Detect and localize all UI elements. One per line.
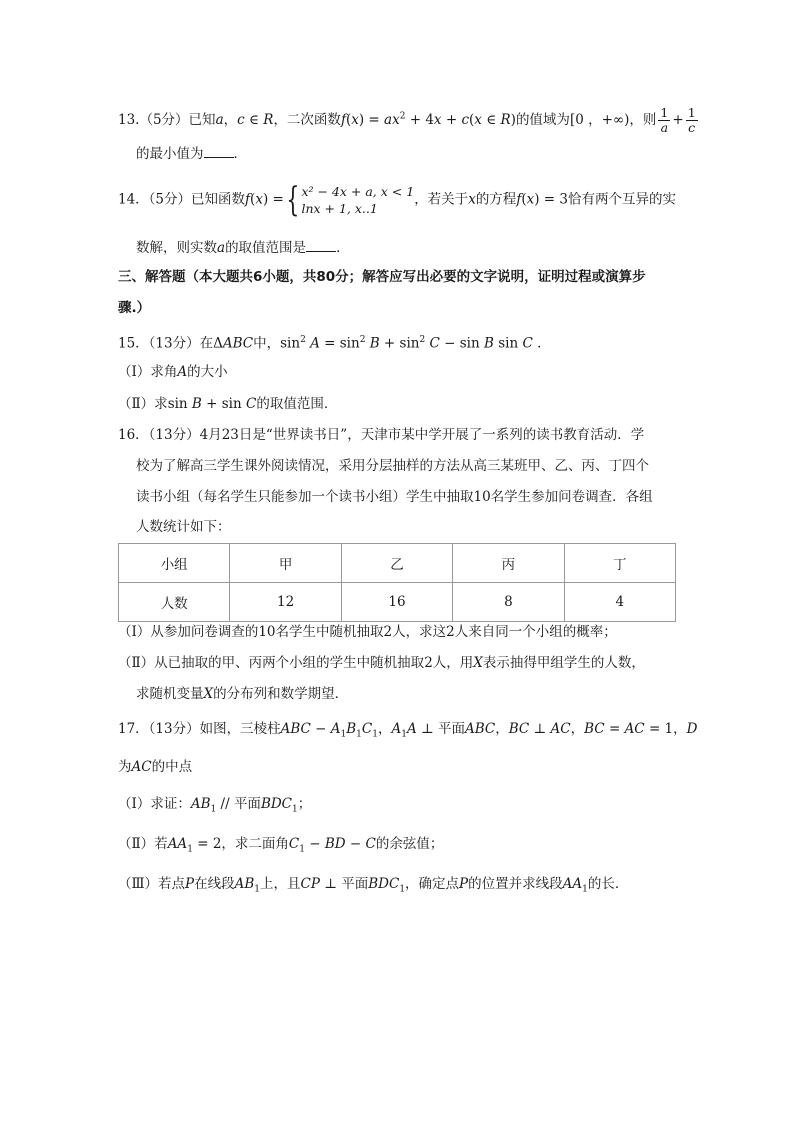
table-cell: 人数 — [119, 583, 230, 622]
q16-part2: （Ⅱ）从已抽取的甲、丙两个小组的学生中随机抽取2人，用X表示抽得甲组学生的人数， — [118, 655, 645, 671]
table-cell: 16 — [341, 583, 452, 622]
q15-stem: 15．（13分）在ΔABC中，$\sin^2 A = \sin^2 B + \sin^2 C - \sin B$ sin C ． — [118, 335, 551, 352]
answer-blank[interactable] — [204, 145, 234, 158]
section-heading-cont: 骤.） — [118, 300, 151, 316]
q16-line4: 人数统计如下： — [136, 519, 231, 535]
piecewise-brace: { — [286, 180, 300, 220]
q16-part2-line2: 求随机变量X的分布列和数学期望． — [136, 686, 349, 702]
table-cell: 4 — [564, 583, 675, 622]
table-cell: 甲 — [230, 544, 341, 583]
table-cell: 丙 — [453, 544, 564, 583]
q13-line1: 13.（5分）已知a，c ∈ R，二次函数$f(x) = ax^2 + 4x + c(x$ ∈ R)的值域为[0 ，+∞)，则 $\frac{1}{a}$ + $\frac{1}{c}$ — [118, 105, 696, 135]
table-cell: 12 — [230, 583, 341, 622]
table-cell: 乙 — [341, 544, 452, 583]
answer-blank[interactable] — [306, 239, 336, 252]
q16-line3: 读书小组（每名学生只能参加一个读书小组）学生中抽取10名学生参加问卷调查．各组 — [136, 489, 653, 505]
fraction-1-over-a: $\frac{1}{a}$ — [660, 105, 669, 135]
q13-line2: 的最小值为 ． — [136, 146, 247, 162]
q14-line2: 数解，则实数a的取值范围是 ． — [136, 240, 350, 256]
table-row — [119, 583, 676, 622]
piecewise-cases: x² − 4x + a, x < 1 lnx + 1, x..1 — [301, 184, 415, 216]
table-row — [119, 544, 676, 583]
q17-part2: （Ⅱ）若$AA_1 = 2$，求二面角$C_1$ − BD − C的余弦值； — [118, 836, 444, 855]
q15-part1: （Ⅰ）求角A的大小 — [118, 364, 228, 380]
q16-part1: （Ⅰ）从参加问卷调查的10名学生中随机抽取2人，求这2人来自同一个小组的概率； — [118, 624, 617, 640]
q17-stem: 17．（13分）如图，三棱柱ABC − $A_1B_1C_1$，$A_1A$ ⊥ 平面ABC，BC ⊥ AC，BC = AC = 1，D — [118, 721, 698, 740]
q17-part3: （Ⅲ）若点P在线段$AB_1$上，且CP ⊥ 平面$BDC_1$，确定点P的位置并求线段$AA_1$的长． — [118, 876, 629, 895]
q16-line2: 校为了解高三学生课外阅读情况，采用分层抽样的方法从高三某班甲、乙、丙、丁四个 — [136, 458, 649, 474]
q17-part1: （Ⅰ）求证：$AB_1$ // 平面$BDC_1$； — [118, 796, 312, 815]
table-cell: 丁 — [564, 544, 675, 583]
q16-line1: 16．（13分）4月23日是“世界读书日”，天津市某中学开展了一系列的读书教育活动．学 — [118, 427, 645, 443]
q15-part2: （Ⅱ）求sin B + sin C的取值范围． — [118, 396, 338, 412]
table-cell: 8 — [453, 583, 564, 622]
table-cell: 小组 — [119, 544, 230, 583]
q17-line2: 为AC的中点 — [118, 759, 193, 775]
fraction-1-over-c: $\frac{1}{c}$ — [687, 105, 696, 135]
q14-line1: 14．（5分）已知函数f(x) ={ x² − 4x + a, x < 1 lnx + 1, x..1 ，若关于x的方程f(x) = 3恰有两个互异的实 — [118, 180, 676, 220]
group-count-table — [118, 543, 676, 622]
section-heading: 三、解答题（本大题共6小题，共80分；解答应写出必要的文字说明，证明过程或演算步 — [118, 269, 646, 285]
